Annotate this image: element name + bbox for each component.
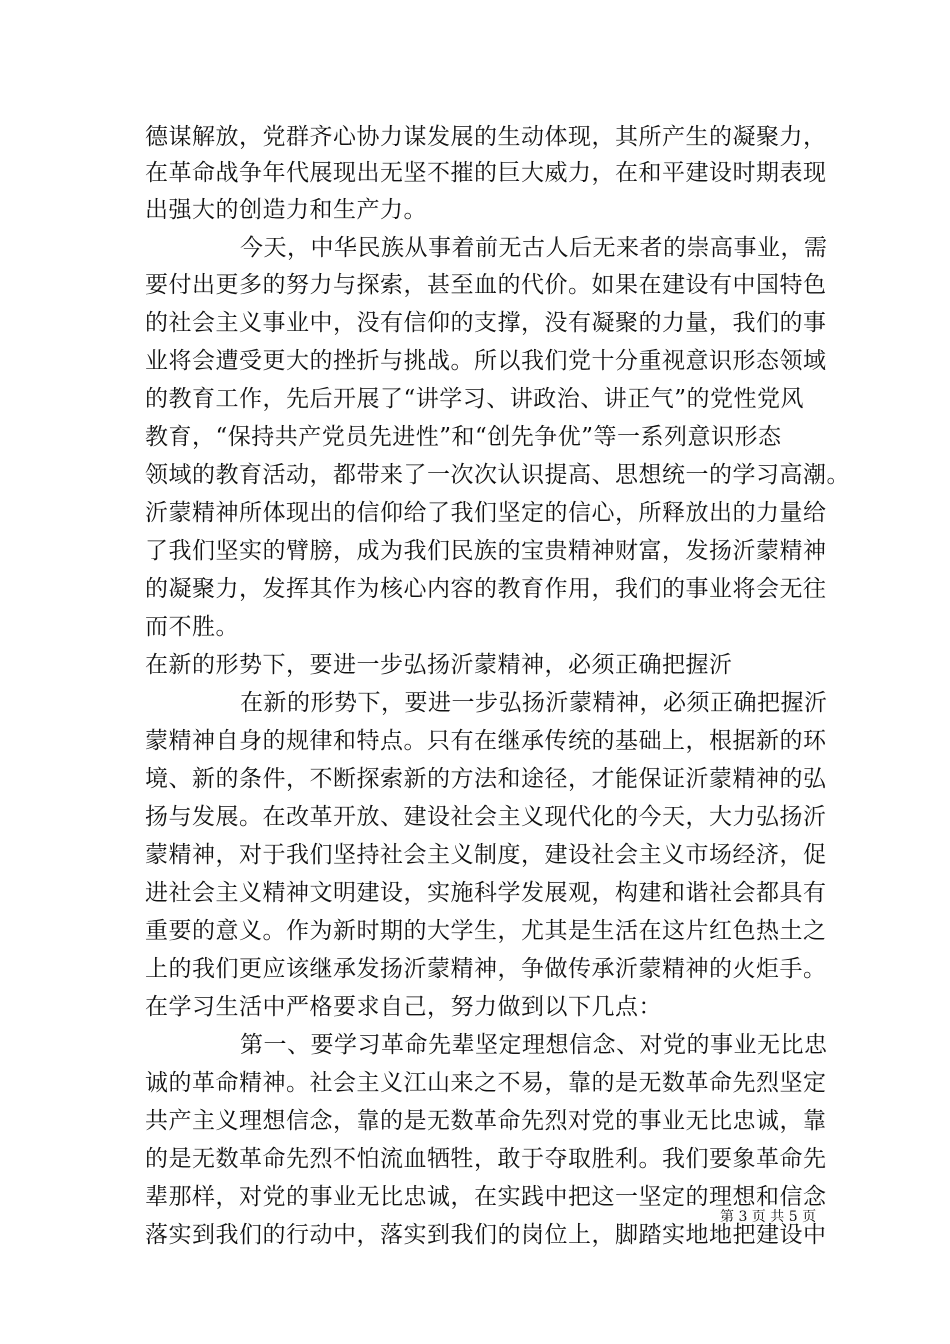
text-line: 领域的教育活动，都带来了一次次认识提高、思想统一的学习高潮。 — [145, 462, 850, 488]
text-line: 了我们坚实的臂膀，成为我们民族的宝贵精神财富，发扬沂蒙精神 — [145, 538, 827, 564]
text-line: 进社会主义精神文明建设，实施科学发展观，构建和谐社会都具有 — [145, 880, 827, 906]
text-line: 出强大的创造力和生产力。 — [145, 197, 427, 223]
text-line: 上的我们更应该继承发扬沂蒙精神，争做传承沂蒙精神的火炬手。 — [145, 956, 827, 982]
text-line: 的教育工作，先后开展了“讲学习、讲政治、讲正气”的党性党风 — [145, 386, 805, 412]
text-line: 在学习生活中严格要求自己，努力做到以下几点： — [145, 994, 662, 1020]
text-line: 辈那样，对党的事业无比忠诚，在实践中把这一坚定的理想和信念 — [145, 1184, 827, 1210]
page-number: 第 3 页 共 5 页 — [720, 1209, 817, 1225]
text-line: 蒙精神自身的规律和特点。只有在继承传统的基础上，根据新的环 — [145, 728, 827, 754]
text-line: 境、新的条件，不断探索新的方法和途径，才能保证沂蒙精神的弘 — [145, 766, 827, 792]
text-line: 重要的意义。作为新时期的大学生，尤其是生活在这片红色热土之 — [145, 918, 827, 944]
text-line: 扬与发展。在改革开放、建设社会主义现代化的今天，大力弘扬沂 — [145, 804, 827, 830]
text-line: 教育，“保持共产党员先进性”和“创先争优”等一系列意识形态 — [145, 424, 782, 450]
text-line: 德谋解放，党群齐心协力谋发展的生动体现，其所产生的凝聚力， — [145, 124, 827, 150]
text-line: 共产主义理想信念，靠的是无数革命先烈对党的事业无比忠诚，靠 — [145, 1108, 827, 1134]
text-line: 沂蒙精神所体现出的信仰给了我们坚定的信心，所释放出的力量给 — [145, 500, 827, 526]
text-line: 落实到我们的行动中，落实到我们的岗位上，脚踏实地地把建设中 — [145, 1222, 827, 1248]
text-line: 蒙精神，对于我们坚持社会主义制度，建设社会主义市场经济，促 — [145, 842, 827, 868]
paragraph-start-line: 第一、要学习革命先辈坚定理想信念、对党的事业无比忠 — [240, 1032, 828, 1058]
text-line: 的是无数革命先烈不怕流血牺牲，敢于夺取胜利。我们要象革命先 — [145, 1146, 827, 1172]
text-line: 要付出更多的努力与探索，甚至血的代价。如果在建设有中国特色 — [145, 272, 827, 298]
text-line: 在新的形势下，要进一步弘扬沂蒙精神，必须正确把握沂 — [145, 652, 733, 678]
text-line: 的凝聚力，发挥其作为核心内容的教育作用，我们的事业将会无往 — [145, 576, 827, 602]
text-line: 在革命战争年代展现出无坚不摧的巨大威力，在和平建设时期表现 — [145, 160, 827, 186]
paragraph-start-line: 在新的形势下，要进一步弘扬沂蒙精神，必须正确把握沂 — [240, 690, 828, 716]
text-line: 诚的革命精神。社会主义江山来之不易，靠的是无数革命先烈坚定 — [145, 1070, 827, 1096]
text-line: 的社会主义事业中，没有信仰的支撑，没有凝聚的力量，我们的事 — [145, 310, 827, 336]
paragraph-start-line: 今天，中华民族从事着前无古人后无来者的崇高事业，需 — [240, 235, 828, 261]
text-line: 而不胜。 — [145, 614, 239, 640]
text-line: 业将会遭受更大的挫折与挑战。所以我们党十分重视意识形态领域 — [145, 348, 827, 374]
